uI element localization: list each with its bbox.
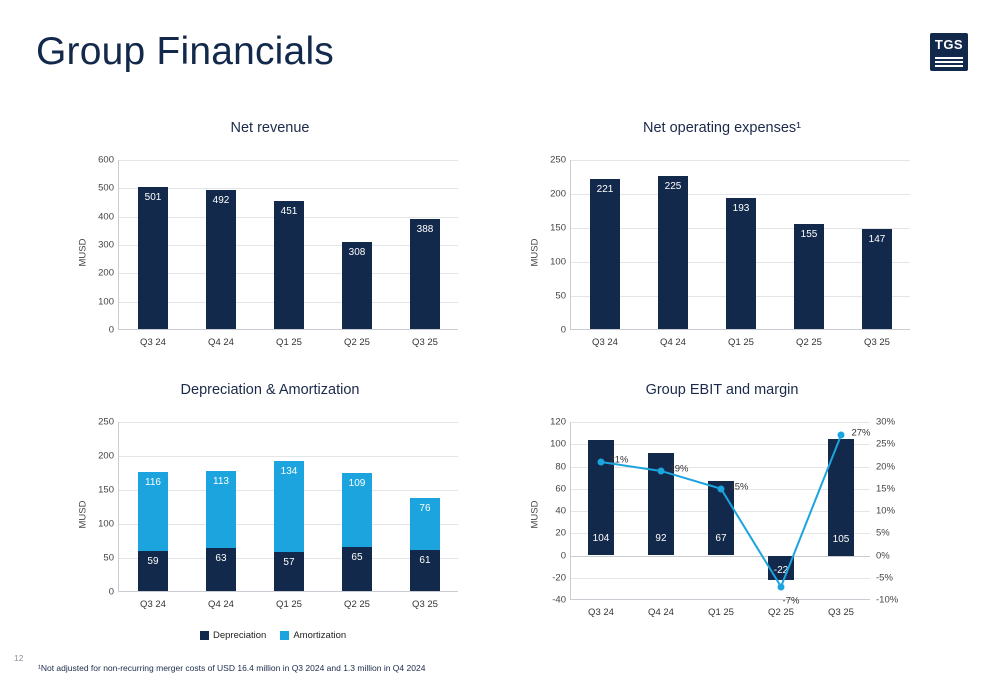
chart-title: Net revenue [230,120,310,136]
x-axis-tick-label: Q3 25 [412,599,438,610]
x-axis-tick-label: Q1 25 [276,337,302,348]
bar-segment [138,472,168,551]
y-axis-tick-label: 400 [98,211,114,223]
y-axis-tick-label: 20 [555,527,566,539]
ebit-margin-line [571,422,871,600]
secondary-y-axis-tick-label: 30% [876,416,896,428]
bar [274,201,304,329]
y-axis-tick-label: 50 [103,552,114,564]
x-axis-tick-label: Q4 24 [648,607,674,618]
secondary-y-axis-tick-label: 10% [876,505,896,517]
chart-legend [200,630,346,641]
bar-value-label: 147 [868,234,886,246]
line-data-point [658,467,665,474]
logo-wave-icon [935,57,963,59]
logo-wave-icon [935,61,963,63]
y-axis-tick-label: 40 [555,505,566,517]
bar-segment [206,471,236,548]
bar-value-label: 63 [215,553,227,565]
secondary-y-axis-tick-label: 20% [876,461,896,472]
x-axis-tick-label: Q3 25 [828,607,854,618]
y-axis-tick-label: 200 [98,450,114,462]
bar-value-label: 134 [280,466,298,478]
x-axis-tick-label: Q2 25 [344,337,370,348]
x-axis-tick-label: Q2 25 [796,337,822,348]
bar-value-label: 67 [715,533,727,545]
chart-title: Group EBIT and margin [645,382,799,398]
y-axis-tick-label: 200 [98,267,114,279]
gridline [571,194,910,195]
secondary-y-axis-tick-label: 0% [876,550,890,561]
y-axis-tick-label: 200 [550,188,566,200]
line-value-label: 15% [729,481,749,493]
y-axis-label: MUSD [529,500,541,529]
y-axis-label: MUSD [77,500,89,529]
bar-value-label: 113 [213,476,229,488]
x-axis-tick-label: Q4 24 [660,337,686,348]
page-number: 12 [14,653,24,663]
secondary-y-axis-tick-label: 25% [876,438,896,450]
bar-value-label: 76 [419,502,431,514]
y-axis-tick-label: 600 [98,154,114,166]
bar-value-label: 92 [655,533,667,545]
chart-net-operating-expenses [512,120,932,360]
y-axis-tick-label: 100 [550,438,566,450]
bar-segment [274,461,304,552]
y-axis-tick-label: 50 [555,290,566,302]
bar [726,198,756,329]
legend-swatch-icon [200,631,209,640]
y-axis-tick-label: 60 [555,483,566,495]
y-axis-tick-label: 0 [108,586,114,598]
bar-segment [274,552,304,591]
plot-area [98,416,458,610]
x-axis-tick-label: Q2 25 [768,607,794,618]
y-axis-label: MUSD [529,238,541,267]
bar-segment [410,550,440,591]
bar-value-label: 65 [351,551,363,563]
bar-value-label: 155 [800,228,818,240]
bar [862,229,892,329]
bar [658,176,688,329]
line-value-label: -7% [782,595,800,607]
legend-swatch-icon [280,631,289,640]
legend-item-amortization [280,630,346,641]
bar-value-label: 116 [145,477,161,489]
footnote: ¹Not adjusted for non-recurring merger costs of USD 16.4 million in Q3 2024 and 1.3 million in Q4 2024 [38,663,426,673]
x-axis-tick-label: Q1 25 [708,607,734,618]
plot-area [98,154,458,348]
y-axis-tick-label: -40 [552,594,566,606]
y-axis-tick-label: 250 [550,154,566,166]
x-axis-tick-label: Q1 25 [728,337,754,348]
bar [206,190,236,329]
bar-value-label: 61 [419,554,431,566]
page-title: Group Financials [36,30,335,73]
y-axis-tick-label: 0 [560,550,566,561]
y-axis-tick-label: 80 [555,461,566,472]
plot-area [550,416,899,618]
chart-group-ebit-and-margin [512,382,932,652]
x-axis-tick-label: Q3 24 [140,599,166,610]
bar-value-label: 451 [280,206,298,218]
bar-value-label: 492 [212,194,230,206]
y-axis-tick-label: 300 [98,239,114,251]
bar-segment [410,498,440,550]
chart-title: Depreciation & Amortization [180,382,360,398]
bar-value-label: 59 [147,555,159,567]
bar-segment [138,551,168,591]
y-axis-tick-label: 0 [108,324,114,336]
tgs-logo [930,33,968,71]
gridline [119,456,458,457]
y-axis-tick-label: -20 [552,572,566,584]
bar-value-label: 501 [144,192,162,204]
bar-value-label: 57 [283,557,295,569]
secondary-y-axis-tick-label: 15% [876,483,896,495]
y-axis-tick-label: 100 [98,296,114,308]
gridline [571,160,910,161]
chart-title: Net operating expenses¹ [643,120,801,136]
bar [138,187,168,329]
y-axis-tick-label: 120 [550,416,566,428]
line-data-point [778,583,785,590]
y-axis-tick-label: 150 [98,484,114,496]
y-axis-tick-label: 150 [550,222,566,234]
bar-value-label: 193 [732,202,750,214]
bar-value-label: 104 [592,533,610,545]
line-data-point [718,485,725,492]
secondary-y-axis-tick-label: -10% [876,594,899,606]
gridline [119,160,458,161]
x-axis-tick-label: Q3 24 [592,337,618,348]
bar-value-label: 225 [664,181,682,192]
legend-item-depreciation [200,630,266,641]
bar-value-label: -22 [773,564,789,576]
x-axis-tick-label: Q3 24 [140,337,166,348]
bar-value-label: 388 [416,224,434,236]
logo-text: TGS [934,37,964,52]
x-axis-tick-label: Q3 25 [412,337,438,348]
bar-value-label: 109 [348,477,366,489]
y-axis-tick-label: 250 [98,416,114,428]
bar-value-label: 308 [348,246,366,258]
legend-label: Amortization [293,630,347,641]
line-value-label: 27% [851,427,871,439]
bar-value-label: 105 [832,533,850,545]
bar-segment [342,547,372,591]
bar-value-label: 221 [596,183,614,195]
plot-area [550,154,910,348]
x-axis-tick-label: Q3 25 [864,337,890,348]
chart-net-revenue [60,120,480,360]
logo-wave-icon [935,65,963,67]
gridline [119,188,458,189]
bar [410,219,440,329]
y-axis-tick-label: 500 [98,182,114,194]
line-value-label: 19% [669,463,689,475]
bar [342,242,372,329]
gridline [119,422,458,423]
bar [590,179,620,329]
x-axis-tick-label: Q3 24 [588,607,614,618]
bar-segment [342,473,372,547]
bar [794,224,824,329]
x-axis-tick-label: Q1 25 [276,599,302,610]
line-data-point [598,459,605,466]
x-axis-tick-label: Q2 25 [344,599,370,610]
x-axis-tick-label: Q4 24 [208,337,234,348]
chart-depreciation-amortization [60,382,480,652]
x-axis-tick-label: Q4 24 [208,599,234,610]
y-axis-tick-label: 100 [98,518,114,530]
y-axis-tick-label: 100 [550,256,566,268]
secondary-y-axis-tick-label: -5% [876,572,893,584]
line-value-label: 21% [609,454,629,466]
secondary-y-axis-tick-label: 5% [876,527,890,539]
bar-segment [206,548,236,591]
line-data-point [838,432,845,439]
legend-label: Depreciation [213,630,267,641]
y-axis-tick-label: 0 [560,324,566,336]
y-axis-label: MUSD [77,238,89,267]
